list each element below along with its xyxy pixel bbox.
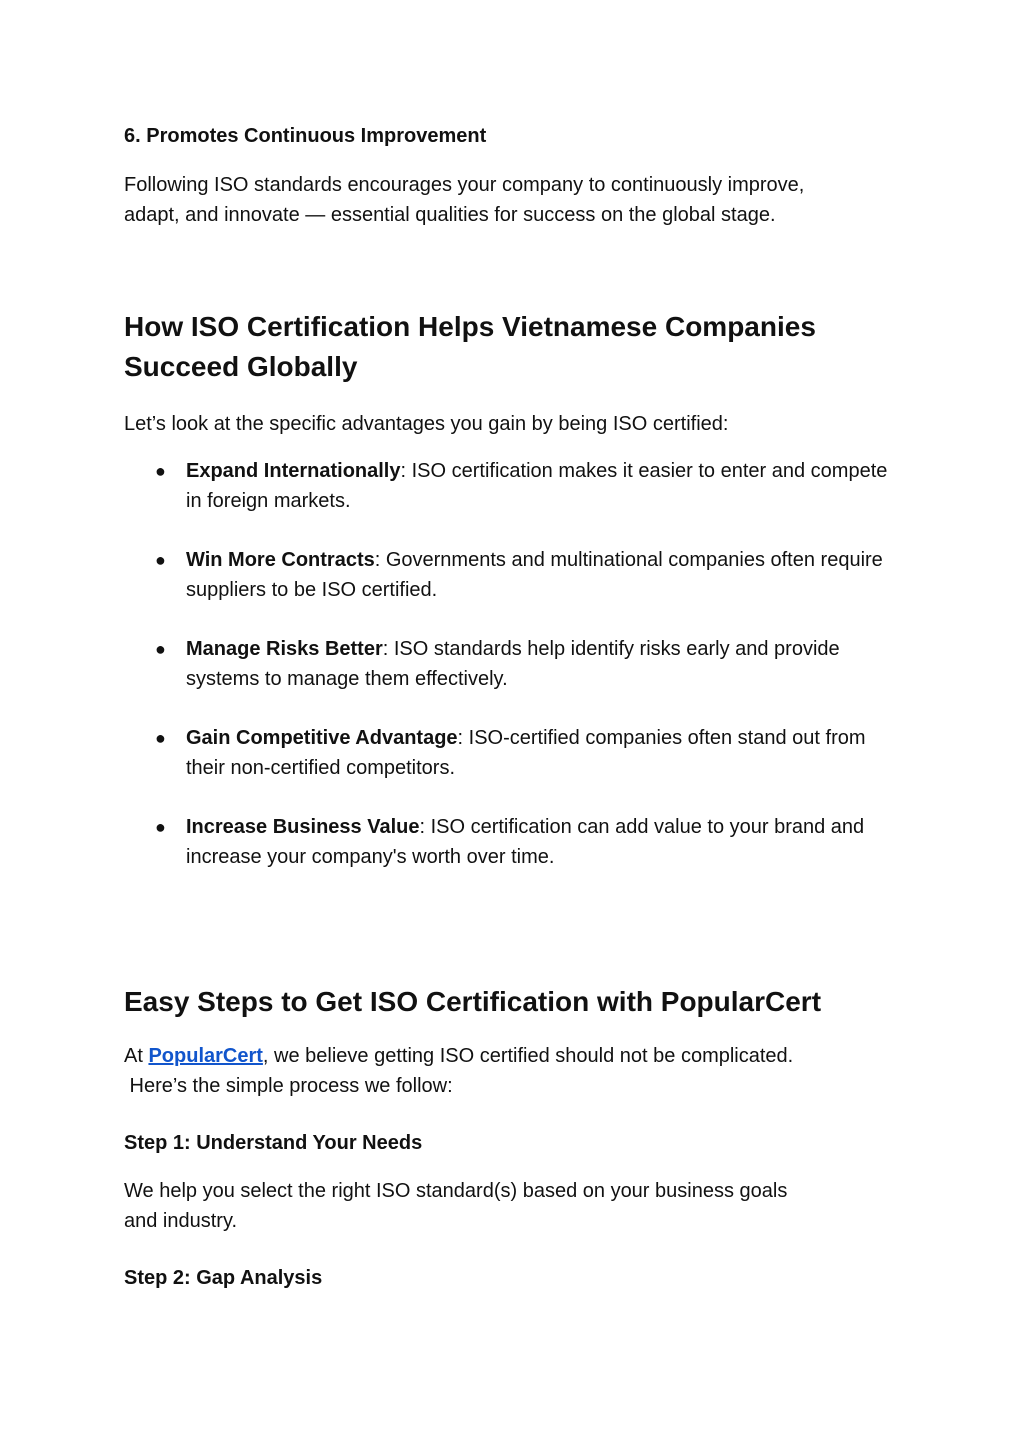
section-6-heading: 6. Promotes Continuous Improvement	[124, 125, 487, 147]
bullet-icon: ●	[155, 639, 166, 659]
list-item-term: Win More Contracts	[186, 549, 375, 571]
how-section-intro: Let’s look at the specific advantages you gain by being ISO certified:	[124, 413, 729, 435]
list-item-text: : Governments and multinational companies often require suppliers to be ISO certified.	[186, 549, 883, 601]
bullet-icon: ●	[155, 550, 166, 570]
list-item	[124, 812, 904, 872]
step-2-heading: Step 2: Gap Analysis	[124, 1267, 323, 1289]
popularcert-link[interactable]: PopularCert	[148, 1045, 263, 1067]
bullet-icon: ●	[155, 461, 166, 481]
step-1-body-line-1: We help you select the right ISO standard(s) based on your business goals	[124, 1180, 788, 1202]
section-6-body-line-2: adapt, and innovate — essential qualities for success on the global stage.	[124, 204, 776, 226]
list-item	[124, 456, 904, 516]
section-6-body-line-1: Following ISO standards encourages your company to continuously improve,	[124, 174, 805, 196]
list-item-term: Manage Risks Better	[186, 638, 383, 660]
how-section-heading-line-2: Succeed Globally	[124, 351, 358, 382]
step-1-body-line-2: and industry.	[124, 1210, 238, 1232]
intro-prefix: At	[124, 1045, 149, 1067]
list-item	[124, 723, 904, 783]
list-item-text: : ISO certification makes it easier to enter and compete in foreign markets.	[186, 460, 888, 512]
list-item-term: Increase Business Value	[186, 816, 420, 838]
list-item-text: : ISO-certified companies often stand out from their non-certified competitors.	[186, 727, 866, 779]
list-item-term: Expand Internationally	[186, 460, 401, 482]
advantages-list	[124, 456, 904, 901]
steps-section-intro-line-1	[124, 1041, 904, 1071]
list-item	[124, 634, 904, 694]
how-section-heading-line-1: How ISO Certification Helps Vietnamese Companies	[124, 311, 816, 342]
steps-section-heading: Easy Steps to Get ISO Certification with PopularCert	[124, 986, 822, 1017]
bullet-icon: ●	[155, 817, 166, 837]
bullet-icon: ●	[155, 728, 166, 748]
list-item	[124, 545, 904, 605]
steps-section-intro-line-2: Here’s the simple process we follow:	[124, 1075, 453, 1097]
list-item-term: Gain Competitive Advantage	[186, 727, 458, 749]
intro-suffix: , we believe getting ISO certified should not be complicated.	[262, 1045, 794, 1067]
step-1-heading: Step 1: Understand Your Needs	[124, 1132, 423, 1154]
list-item-text: : ISO standards help identify risks early and provide systems to manage them effectively.	[186, 638, 840, 690]
list-item-text: : ISO certification can add value to your brand and increase your company's worth over time.	[186, 816, 865, 868]
